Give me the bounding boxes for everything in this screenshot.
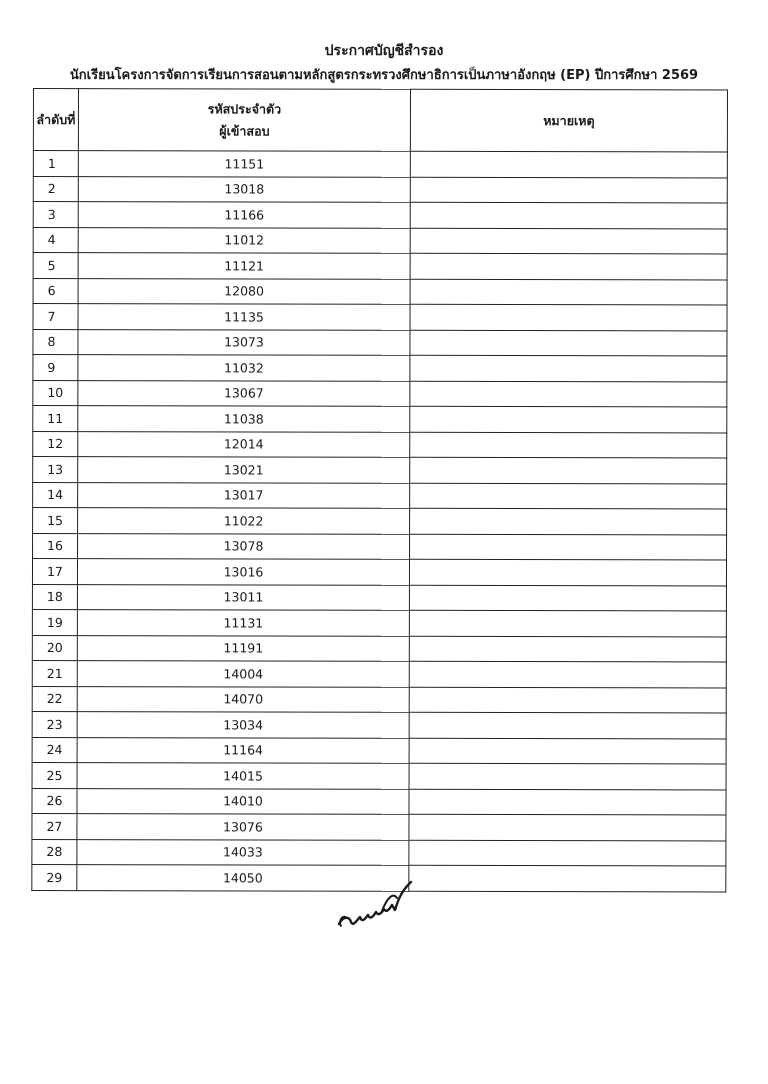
row-remark	[410, 508, 727, 534]
row-order-number: 25	[32, 762, 77, 788]
row-order-number: 27	[32, 813, 77, 839]
table-row	[32, 788, 726, 815]
table-row	[32, 559, 726, 586]
table-row	[32, 762, 726, 789]
handwritten-signature-icon	[335, 876, 425, 931]
row-exam-id: 13021	[78, 457, 410, 483]
table-row	[33, 176, 727, 203]
row-exam-id: 14070	[77, 686, 409, 712]
table-row	[32, 839, 726, 866]
row-exam-id: 12080	[78, 278, 410, 304]
row-remark	[409, 840, 726, 866]
row-exam-id: 11022	[78, 508, 410, 534]
table-row	[33, 406, 727, 433]
row-exam-id: 13034	[77, 712, 409, 738]
row-order-number: 10	[33, 380, 78, 406]
row-exam-id: 13017	[78, 482, 410, 508]
table-row	[33, 227, 727, 254]
row-remark	[410, 534, 727, 560]
header-exam-id	[78, 89, 410, 152]
header-remarks: หมายเหตุ	[410, 89, 727, 152]
table-body	[32, 151, 728, 892]
row-order-number: 21	[32, 660, 77, 686]
row-order-number: 26	[32, 788, 77, 814]
row-order-number: 5	[33, 253, 78, 279]
row-order-number: 14	[33, 482, 78, 508]
row-order-number: 9	[33, 355, 78, 381]
table-header-row	[33, 89, 727, 152]
row-remark	[409, 687, 726, 713]
row-exam-id: 11151	[78, 151, 410, 177]
row-exam-id: 11012	[78, 227, 410, 253]
table-row	[33, 304, 727, 331]
row-remark	[409, 585, 726, 611]
row-exam-id: 13078	[78, 533, 410, 559]
row-order-number: 22	[32, 686, 77, 712]
table-row	[33, 202, 727, 229]
row-exam-id: 11032	[78, 355, 410, 381]
row-order-number: 2	[33, 176, 78, 202]
row-order-number: 3	[33, 202, 78, 228]
row-remark	[410, 279, 727, 305]
row-remark	[409, 865, 726, 891]
row-remark	[410, 432, 727, 458]
row-remark	[410, 253, 727, 279]
table-row	[33, 329, 727, 356]
row-order-number: 29	[32, 864, 77, 890]
row-remark	[409, 661, 726, 687]
row-exam-id: 11038	[78, 406, 410, 432]
row-exam-id: 13073	[78, 329, 410, 355]
row-remark	[409, 789, 726, 815]
row-exam-id: 13011	[77, 584, 409, 610]
table-row	[32, 635, 726, 662]
row-exam-id: 11121	[78, 253, 410, 279]
table-row	[32, 660, 726, 687]
row-remark	[410, 304, 727, 330]
row-order-number: 4	[33, 227, 78, 253]
row-exam-id: 14033	[77, 839, 409, 865]
row-order-number: 17	[32, 559, 77, 585]
row-remark	[409, 814, 726, 840]
row-remark	[409, 610, 726, 636]
row-remark	[410, 483, 727, 509]
row-order-number: 18	[32, 584, 77, 610]
row-exam-id: 11135	[78, 304, 410, 330]
header-order: ลำดับที่	[33, 89, 78, 151]
table-row	[33, 278, 727, 305]
table-row	[33, 380, 727, 407]
row-remark	[410, 406, 727, 432]
header-exam-id-line1: รหัสประจำตัว	[207, 100, 282, 117]
row-exam-id: 14004	[77, 661, 409, 687]
row-order-number: 16	[33, 533, 78, 559]
row-exam-id: 14015	[77, 763, 409, 789]
row-remark	[409, 763, 726, 789]
row-exam-id: 12014	[78, 431, 410, 457]
row-exam-id: 13016	[77, 559, 409, 585]
document-subtitle: นักเรียนโครงการจัดการเรียนการสอนตามหลักสูตรกระทรวงศึกษาธิการเป็นภาษาอังกฤษ (EP) ปีการศึกษา 2569	[69, 68, 699, 83]
row-remark	[410, 381, 727, 407]
row-order-number: 28	[32, 839, 77, 865]
table-row	[32, 813, 726, 840]
row-remark	[410, 355, 727, 381]
row-exam-id: 13018	[78, 176, 410, 202]
row-order-number: 8	[33, 329, 78, 355]
row-order-number: 12	[33, 431, 78, 457]
row-order-number: 7	[33, 304, 78, 330]
row-remark	[409, 636, 726, 662]
row-order-number: 6	[33, 278, 78, 304]
row-remark	[409, 738, 726, 764]
row-exam-id: 14050	[77, 865, 409, 891]
row-order-number: 13	[33, 457, 78, 483]
table-row	[32, 584, 726, 611]
row-remark	[409, 559, 726, 585]
table-row	[33, 533, 727, 560]
row-remark	[410, 330, 727, 356]
table-row	[33, 151, 727, 178]
row-order-number: 19	[32, 609, 77, 635]
row-remark	[409, 712, 726, 738]
row-order-number: 23	[32, 711, 77, 737]
row-exam-id: 13067	[78, 380, 410, 406]
table-row	[33, 508, 727, 535]
row-remark	[410, 177, 727, 203]
table-row	[32, 686, 726, 713]
document-title: ประกาศบัญชีสำรอง	[324, 43, 444, 59]
row-exam-id: 11191	[77, 635, 409, 661]
row-remark	[410, 457, 727, 483]
row-order-number: 24	[32, 737, 77, 763]
table-row	[33, 253, 727, 280]
row-remark	[410, 202, 727, 228]
row-order-number: 15	[33, 508, 78, 534]
row-order-number: 20	[32, 635, 77, 661]
row-order-number: 11	[33, 406, 78, 432]
reserve-list-table	[31, 88, 728, 892]
table-row	[32, 737, 726, 764]
row-exam-id: 11166	[78, 202, 410, 228]
row-exam-id: 11164	[77, 737, 409, 763]
row-remark	[410, 151, 727, 177]
row-remark	[410, 228, 727, 254]
row-exam-id: 14010	[77, 788, 409, 814]
table-row	[33, 355, 727, 382]
table-row	[33, 431, 727, 458]
header-exam-id-line2: ผู้เข้าสอบ	[219, 122, 270, 138]
table-row	[32, 609, 726, 636]
table-row	[32, 711, 726, 738]
table-row	[33, 457, 727, 484]
row-exam-id: 13076	[77, 814, 409, 840]
row-exam-id: 11131	[77, 610, 409, 636]
row-order-number: 1	[33, 151, 78, 177]
table-row	[33, 482, 727, 509]
